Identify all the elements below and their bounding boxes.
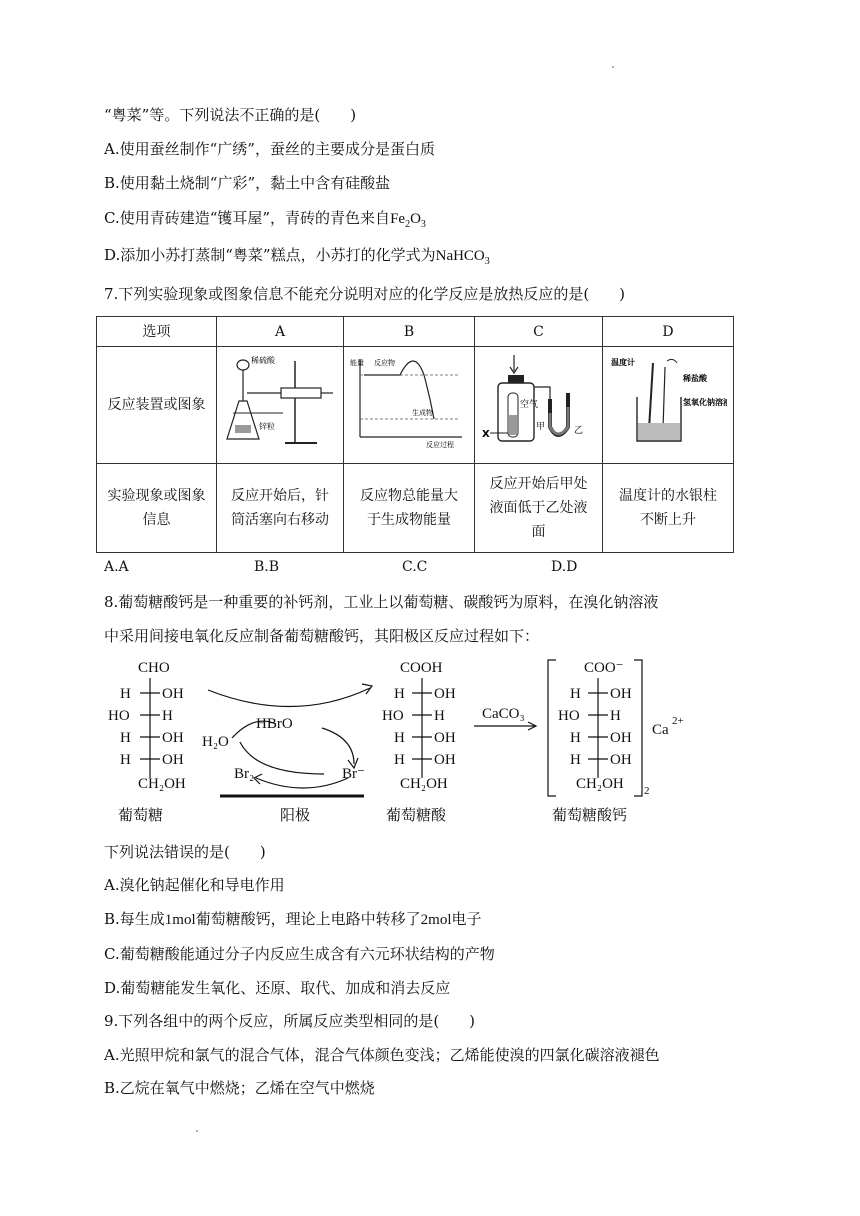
- fig-b-reactant-label: 反应物: [374, 359, 395, 367]
- q6-option-c: [104, 207, 426, 236]
- anode-cycle: [202, 684, 372, 824]
- svg-text:H: H: [570, 730, 581, 746]
- svg-text:2: 2: [644, 785, 650, 797]
- svg-text:OH: OH: [162, 686, 184, 702]
- q6-option-d: [104, 244, 490, 273]
- header-cell: A: [217, 317, 344, 347]
- svg-text:Ca: Ca: [652, 722, 669, 738]
- gluconic-acid-structure: [382, 660, 456, 824]
- svg-text:H: H: [610, 708, 621, 724]
- svg-text:CH₂OH: CH₂OH: [576, 776, 624, 792]
- svg-text:H: H: [570, 752, 581, 768]
- q7-option-d: D.D: [551, 559, 578, 575]
- q8-option-a: A.溴化钠起催化和导电作用: [104, 876, 285, 894]
- q8-option-c: C.葡萄糖酸能通过分子内反应生成含有六元环状结构的产物: [104, 945, 495, 963]
- svg-text:OH: OH: [610, 686, 632, 702]
- svg-text:Br⁻: Br⁻: [342, 766, 365, 782]
- svg-text:OH: OH: [610, 730, 632, 746]
- svg-text:HO: HO: [382, 708, 404, 724]
- svg-text:H: H: [394, 730, 405, 746]
- fig-b-product-label: 生成物: [412, 409, 433, 417]
- fig-d-apparatus: [609, 353, 727, 449]
- svg-text:OH: OH: [610, 752, 632, 768]
- fig-c-air-label: 空气: [519, 400, 538, 410]
- fig-c-yi-label: 乙: [573, 426, 583, 436]
- svg-text:H₂O: H₂O: [202, 734, 229, 750]
- q6-option-d-text: D.添加小苏打蒸制“粤菜”糕点，小苏打的化学式为: [104, 246, 436, 264]
- svg-text:COOH: COOH: [400, 660, 443, 676]
- fig-b-ylabel: 能量: [350, 359, 364, 367]
- svg-text:H: H: [120, 730, 131, 746]
- q9-option-a: A.光照甲烷和氯气的混合气体，混合气体颜色变浅；乙烯能使溴的四氯化碳溶液褪色: [104, 1046, 660, 1064]
- fig-a-apparatus: [225, 353, 335, 449]
- svg-text:OH: OH: [434, 730, 456, 746]
- q7-table: [96, 316, 734, 553]
- fig-a-cell: [217, 347, 344, 464]
- fig-b-cell: [344, 347, 475, 464]
- fig-b-energy-diagram: [350, 353, 468, 449]
- svg-text:H: H: [120, 752, 131, 768]
- fig-c-apparatus: [480, 353, 598, 449]
- table-header-row: [97, 317, 734, 347]
- calcium-gluconate-structure: [548, 660, 684, 824]
- phenomenon-cell: 反应物总能量大于生成物能量: [344, 464, 475, 553]
- row-label: 实验现象或图象信息: [97, 464, 217, 553]
- svg-text:OH: OH: [434, 686, 456, 702]
- fig-c-jia-label: 甲: [535, 422, 545, 432]
- reaction-scheme: [104, 654, 744, 828]
- svg-text:Br₂: Br₂: [234, 766, 255, 782]
- svg-text:COO⁻: COO⁻: [584, 660, 624, 676]
- q8-stem-line2: 中采用间接电氧化反应制备葡萄糖酸钙，其阳极区反应过程如下：: [104, 627, 540, 645]
- fig-a-acid-label: 稀硫酸: [251, 356, 275, 365]
- label-anode: 阳极: [280, 808, 311, 824]
- fe2o3-formula: $Fe_2O_3$: [390, 211, 426, 230]
- phenomenon-cell: 反应开始后甲处液面低于乙处液面: [475, 464, 603, 553]
- q8-question: 下列说法错误的是( ): [104, 843, 266, 861]
- nahco3-formula: NaHCO$_3$: [435, 248, 490, 267]
- header-cell: C: [475, 317, 603, 347]
- fig-d-thermo-label: 温度计: [611, 358, 635, 367]
- svg-text:H: H: [394, 752, 405, 768]
- q6-option-c-text: C.使用青砖建造“镬耳屋”，青砖的青色来自: [104, 209, 391, 227]
- fig-b-xlabel: 反应过程: [426, 441, 454, 449]
- q7-option-a: A.A: [104, 559, 129, 575]
- q8-option-d: D.葡萄糖能发生氧化、还原、取代、加成和消去反应: [104, 979, 451, 997]
- svg-text:CH₂OH: CH₂OH: [138, 776, 186, 792]
- q8-option-b: B.每生成1mol葡萄糖酸钙，理论上电路中转移了2mol电子: [104, 910, 482, 928]
- fig-d-naoh-label: 氢氧化钠溶液: [683, 398, 727, 407]
- svg-text:H: H: [570, 686, 581, 702]
- page-dot-top: [612, 66, 614, 68]
- q7-option-c: C.C: [402, 559, 428, 575]
- q6-stem-tail: “粤菜”等。下列说法不正确的是( ): [104, 106, 357, 124]
- q7-stem: 7.下列实验现象或图象信息不能充分说明对应的化学反应是放热反应的是( ): [104, 285, 626, 303]
- label-gluconic-acid: 葡萄糖酸: [386, 808, 447, 824]
- q8-stem-line1: 8.葡萄糖酸钙是一种重要的补钙剂，工业上以葡萄糖、碳酸钙为原料，在溴化钠溶液: [104, 593, 659, 611]
- caco3-arrow: [474, 706, 536, 730]
- q9-option-b: B.乙烷在氧气中燃烧；乙烯在空气中燃烧: [104, 1079, 375, 1097]
- svg-text:HO: HO: [108, 708, 130, 724]
- svg-text:H: H: [120, 686, 131, 702]
- header-cell: 选项: [97, 317, 217, 347]
- svg-text:OH: OH: [162, 730, 184, 746]
- svg-text:CHO: CHO: [138, 660, 170, 676]
- table-row-apparatus: [97, 347, 734, 464]
- q7-option-b: B.B: [254, 559, 280, 575]
- header-cell: B: [344, 317, 475, 347]
- svg-text:CH₂OH: CH₂OH: [400, 776, 448, 792]
- svg-text:HO: HO: [558, 708, 580, 724]
- fig-c-cell: [475, 347, 603, 464]
- svg-text:OH: OH: [162, 752, 184, 768]
- table-row-phenomena: [97, 464, 734, 553]
- label-glucose: 葡萄糖: [118, 808, 164, 824]
- svg-text:HBrO: HBrO: [256, 716, 293, 732]
- svg-text:H: H: [162, 708, 173, 724]
- phenomenon-cell: 温度计的水银柱不断上升: [603, 464, 734, 553]
- phenomenon-cell: 反应开始后，针筒活塞向右移动: [217, 464, 344, 553]
- svg-text:OH: OH: [434, 752, 456, 768]
- fig-a-zinc-label: 锌粒: [259, 422, 275, 431]
- svg-text:2+: 2+: [672, 715, 684, 727]
- fig-d-hcl-label: 稀盐酸: [683, 374, 707, 383]
- svg-text:CaCO₃: CaCO₃: [482, 706, 525, 722]
- glucose-structure: [108, 660, 186, 824]
- q9-stem: 9.下列各组中的两个反应，所属反应类型相同的是( ): [104, 1012, 476, 1030]
- fig-c-x-label: X: [481, 429, 490, 440]
- q6-option-a: A.使用蚕丝制作“广绣”，蚕丝的主要成分是蛋白质: [104, 140, 435, 158]
- header-cell: D: [603, 317, 734, 347]
- svg-text:H: H: [434, 708, 445, 724]
- row-label: 反应装置或图象: [97, 347, 217, 464]
- fig-d-cell: [603, 347, 734, 464]
- page-dot-bottom: [196, 1130, 198, 1132]
- label-calcium-gluconate: 葡萄糖酸钙: [552, 808, 628, 824]
- svg-text:H: H: [394, 686, 405, 702]
- q6-option-b: B.使用黏土烧制“广彩”，黏土中含有硅酸盐: [104, 174, 391, 192]
